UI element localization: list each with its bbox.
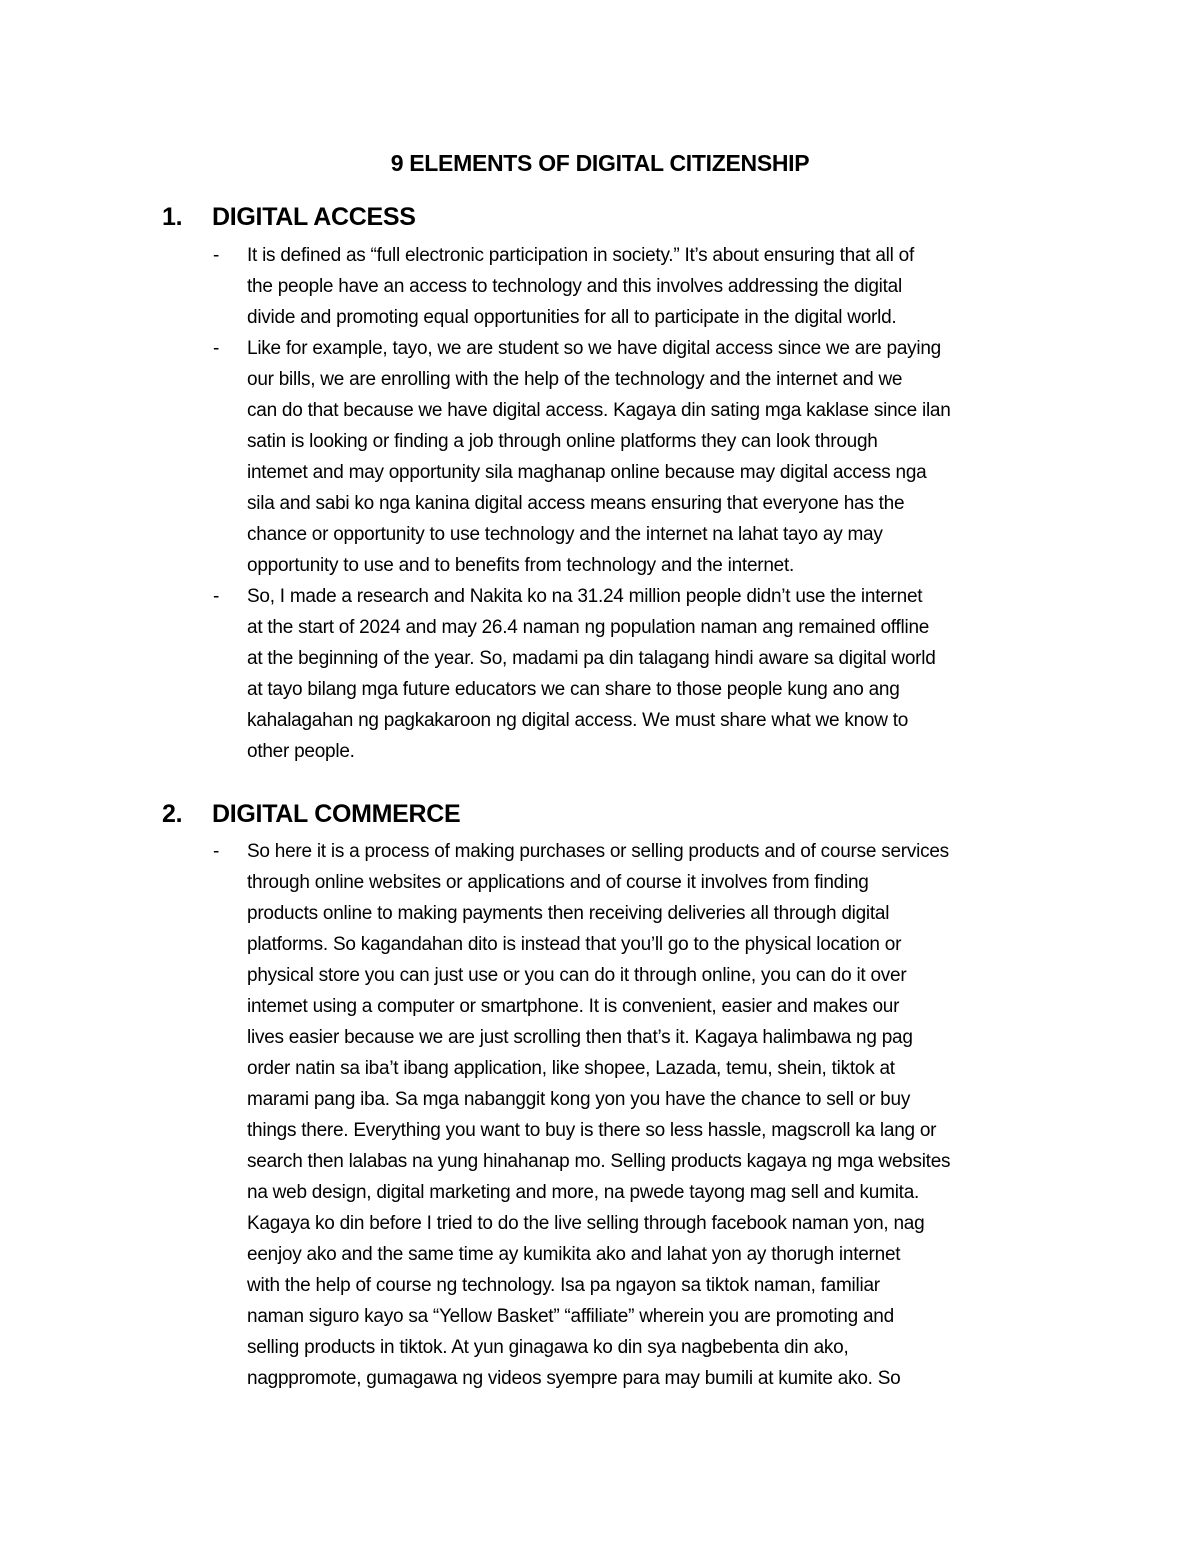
paragraph-line: So here it is a process of making purchases or selling products and of course services bbox=[247, 841, 949, 862]
section-number: 2. bbox=[162, 800, 183, 828]
paragraph-line: selling products in tiktok. At yun ginagawa ko din sya nagbebenta din ako, bbox=[247, 1337, 849, 1358]
paragraph-line: our bills, we are enrolling with the help of the technology and the internet and we bbox=[247, 369, 903, 390]
paragraph-line: platforms. So kagandahan dito is instead that you’ll go to the physical location or bbox=[247, 934, 902, 955]
paragraph-line: marami pang iba. Sa mga nabanggit kong yon you have the chance to sell or buy bbox=[247, 1089, 911, 1110]
paragraph-line: chance or opportunity to use technology and the internet na lahat tayo ay may bbox=[247, 524, 883, 545]
paragraph-line: na web design, digital marketing and more, na pwede tayong mag sell and kumita. bbox=[247, 1182, 920, 1203]
paragraph-line: opportunity to use and to benefits from technology and the internet. bbox=[247, 555, 795, 576]
section-heading bbox=[162, 800, 460, 829]
section-body bbox=[0, 240, 1200, 767]
paragraph-line: through online websites or applications and of course it involves from finding bbox=[247, 872, 869, 893]
paragraph-line: with the help of course ng technology. Isa pa ngayon sa tiktok naman, familiar bbox=[247, 1275, 880, 1296]
paragraph-line: order natin sa iba’t ibang application, like shopee, Lazada, temu, shein, tiktok at bbox=[247, 1058, 895, 1079]
section-number: 1. bbox=[162, 203, 183, 231]
paragraph-line: can do that because we have digital access. Kagaya din sating mga kaklase since ilan bbox=[247, 400, 951, 421]
paragraph-line: intemet using a computer or smartphone. It is convenient, easier and makes our bbox=[247, 996, 900, 1017]
paragraph-line: lives easier because we are just scrolling then that’s it. Kagaya halimbawa ng pag bbox=[247, 1027, 913, 1048]
paragraph-line: at the start of 2024 and may 26.4 naman ng population naman ang remained offline bbox=[247, 617, 930, 638]
paragraph-line: other people. bbox=[247, 741, 355, 762]
paragraph-line: physical store you can just use or you can do it through online, you can do it over bbox=[247, 965, 907, 986]
section-heading-text: DIGITAL COMMERCE bbox=[212, 800, 461, 828]
paragraph-line: Kagaya ko din before I tried to do the live selling through facebook naman yon, nag bbox=[247, 1213, 925, 1234]
paragraph-line: So, I made a research and Nakita ko na 31.24 million people didn’t use the internet bbox=[247, 586, 923, 607]
bullet-marker: - bbox=[213, 245, 220, 266]
paragraph-line: satin is looking or finding a job through online platforms they can look through bbox=[247, 431, 878, 452]
bullet-item bbox=[0, 836, 1200, 1394]
paragraph-line: the people have an access to technology and this involves addressing the digital bbox=[247, 276, 902, 297]
paragraph-line: eenjoy ako and the same time ay kumikita ako and lahat yon ay thorugh internet bbox=[247, 1244, 901, 1265]
section-body bbox=[0, 836, 1200, 1394]
paragraph-line: Like for example, tayo, we are student so we have digital access since we are paying bbox=[247, 338, 941, 359]
paragraph-line: sila and sabi ko nga kanina digital access means ensuring that everyone has the bbox=[247, 493, 905, 514]
paragraph-line: search then lalabas na yung hinahanap mo. Selling products kagaya ng mga websites bbox=[247, 1151, 951, 1172]
paragraph-line: naman siguro kayo sa “Yellow Basket” “affiliate” wherein you are promoting and bbox=[247, 1306, 894, 1327]
paragraph-line: products online to making payments then receiving deliveries all through digital bbox=[247, 903, 890, 924]
bullet-item bbox=[0, 240, 1200, 333]
paragraph-line: divide and promoting equal opportunities for all to participate in the digital world. bbox=[247, 307, 897, 328]
paragraph-line: at the beginning of the year. So, madami pa din talagang hindi aware sa digital world bbox=[247, 648, 936, 669]
paragraph-line: intemet and may opportunity sila maghanap online because may digital access nga bbox=[247, 462, 927, 483]
section-heading bbox=[162, 203, 416, 232]
paragraph-line: kahalagahan ng pagkakaroon ng digital access. We must share what we know to bbox=[247, 710, 909, 731]
paragraph-line: at tayo bilang mga future educators we can share to those people kung ano ang bbox=[247, 679, 900, 700]
bullet-item bbox=[0, 333, 1200, 581]
document-title: 9 ELEMENTS OF DIGITAL CITIZENSHIP bbox=[390, 150, 810, 176]
bullet-marker: - bbox=[213, 841, 220, 862]
bullet-item bbox=[0, 581, 1200, 767]
paragraph-line: It is defined as “full electronic participation in society.” It’s about ensuring that all of bbox=[247, 245, 914, 266]
paragraph-line: things there. Everything you want to buy is there so less hassle, magscroll ka lang or bbox=[247, 1120, 937, 1141]
bullet-marker: - bbox=[213, 338, 220, 359]
bullet-marker: - bbox=[213, 586, 220, 607]
section-heading-text: DIGITAL ACCESS bbox=[212, 203, 416, 231]
paragraph-line: nagppromote, gumagawa ng videos syempre para may bumili at kumite ako. So bbox=[247, 1368, 901, 1389]
